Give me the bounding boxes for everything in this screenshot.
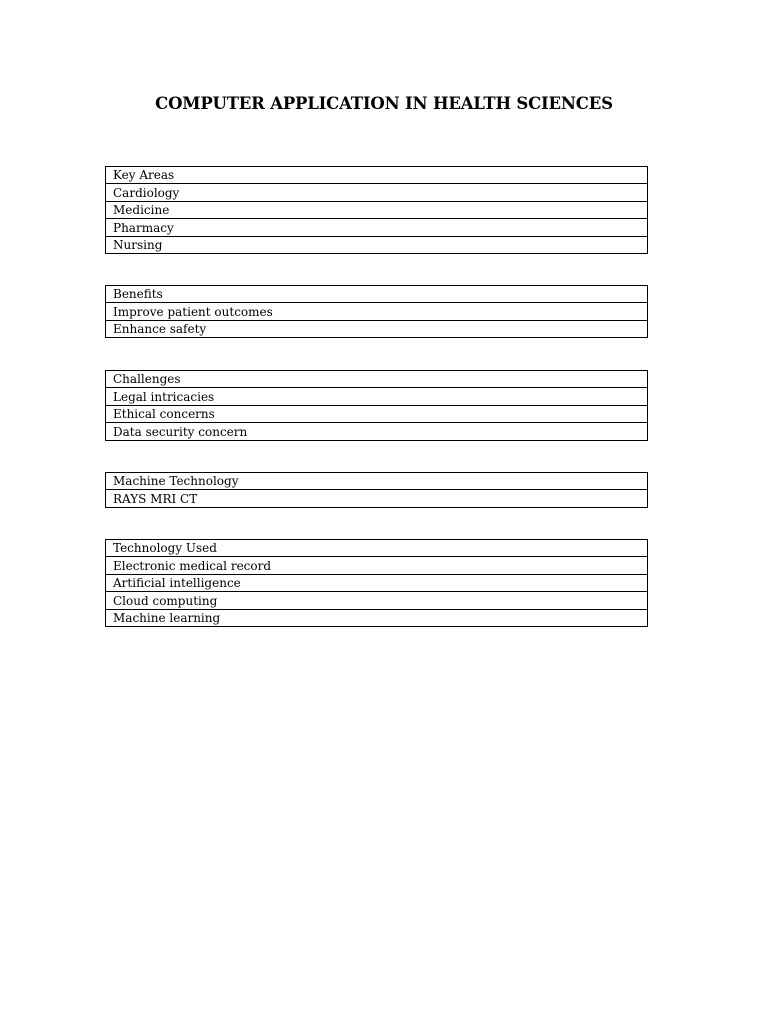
table-header-cell: Benefits [106, 286, 648, 303]
table-cell: Artificial intelligence [106, 574, 648, 591]
table-row [106, 423, 648, 440]
table-cell: RAYS MRI CT [106, 490, 648, 507]
page-title: COMPUTER APPLICATION IN HEALTH SCIENCES [155, 94, 613, 113]
table-row [106, 303, 648, 320]
table-header-cell: Machine Technology [106, 473, 648, 490]
challenges-table [105, 370, 648, 441]
table-cell: Medicine [106, 201, 648, 218]
table-header-cell: Challenges [106, 371, 648, 388]
table-cell: Enhance safety [106, 320, 648, 337]
table-row [106, 286, 648, 303]
table-row [106, 184, 648, 201]
table-cell: Nursing [106, 236, 648, 253]
table-row [106, 371, 648, 388]
table-row [106, 167, 648, 184]
table-row [106, 236, 648, 253]
table-cell: Improve patient outcomes [106, 303, 648, 320]
table-row [106, 320, 648, 337]
table-header-cell: Key Areas [106, 167, 648, 184]
table-row [106, 490, 648, 507]
table-row [106, 473, 648, 490]
machine-technology-table [105, 472, 648, 508]
table-cell: Legal intricacies [106, 388, 648, 405]
table-cell: Electronic medical record [106, 557, 648, 574]
table-row [106, 592, 648, 609]
table-row [106, 388, 648, 405]
table-cell: Cardiology [106, 184, 648, 201]
table-cell: Pharmacy [106, 219, 648, 236]
technology-used-table [105, 539, 648, 627]
key-areas-table [105, 166, 648, 254]
table-row [106, 201, 648, 218]
table-row [106, 609, 648, 626]
table-row [106, 557, 648, 574]
table-row [106, 405, 648, 422]
table-row [106, 574, 648, 591]
table-cell: Cloud computing [106, 592, 648, 609]
table-row [106, 219, 648, 236]
table-row [106, 540, 648, 557]
table-header-cell: Technology Used [106, 540, 648, 557]
table-cell: Ethical concerns [106, 405, 648, 422]
table-cell: Data security concern [106, 423, 648, 440]
table-cell: Machine learning [106, 609, 648, 626]
benefits-table [105, 285, 648, 338]
